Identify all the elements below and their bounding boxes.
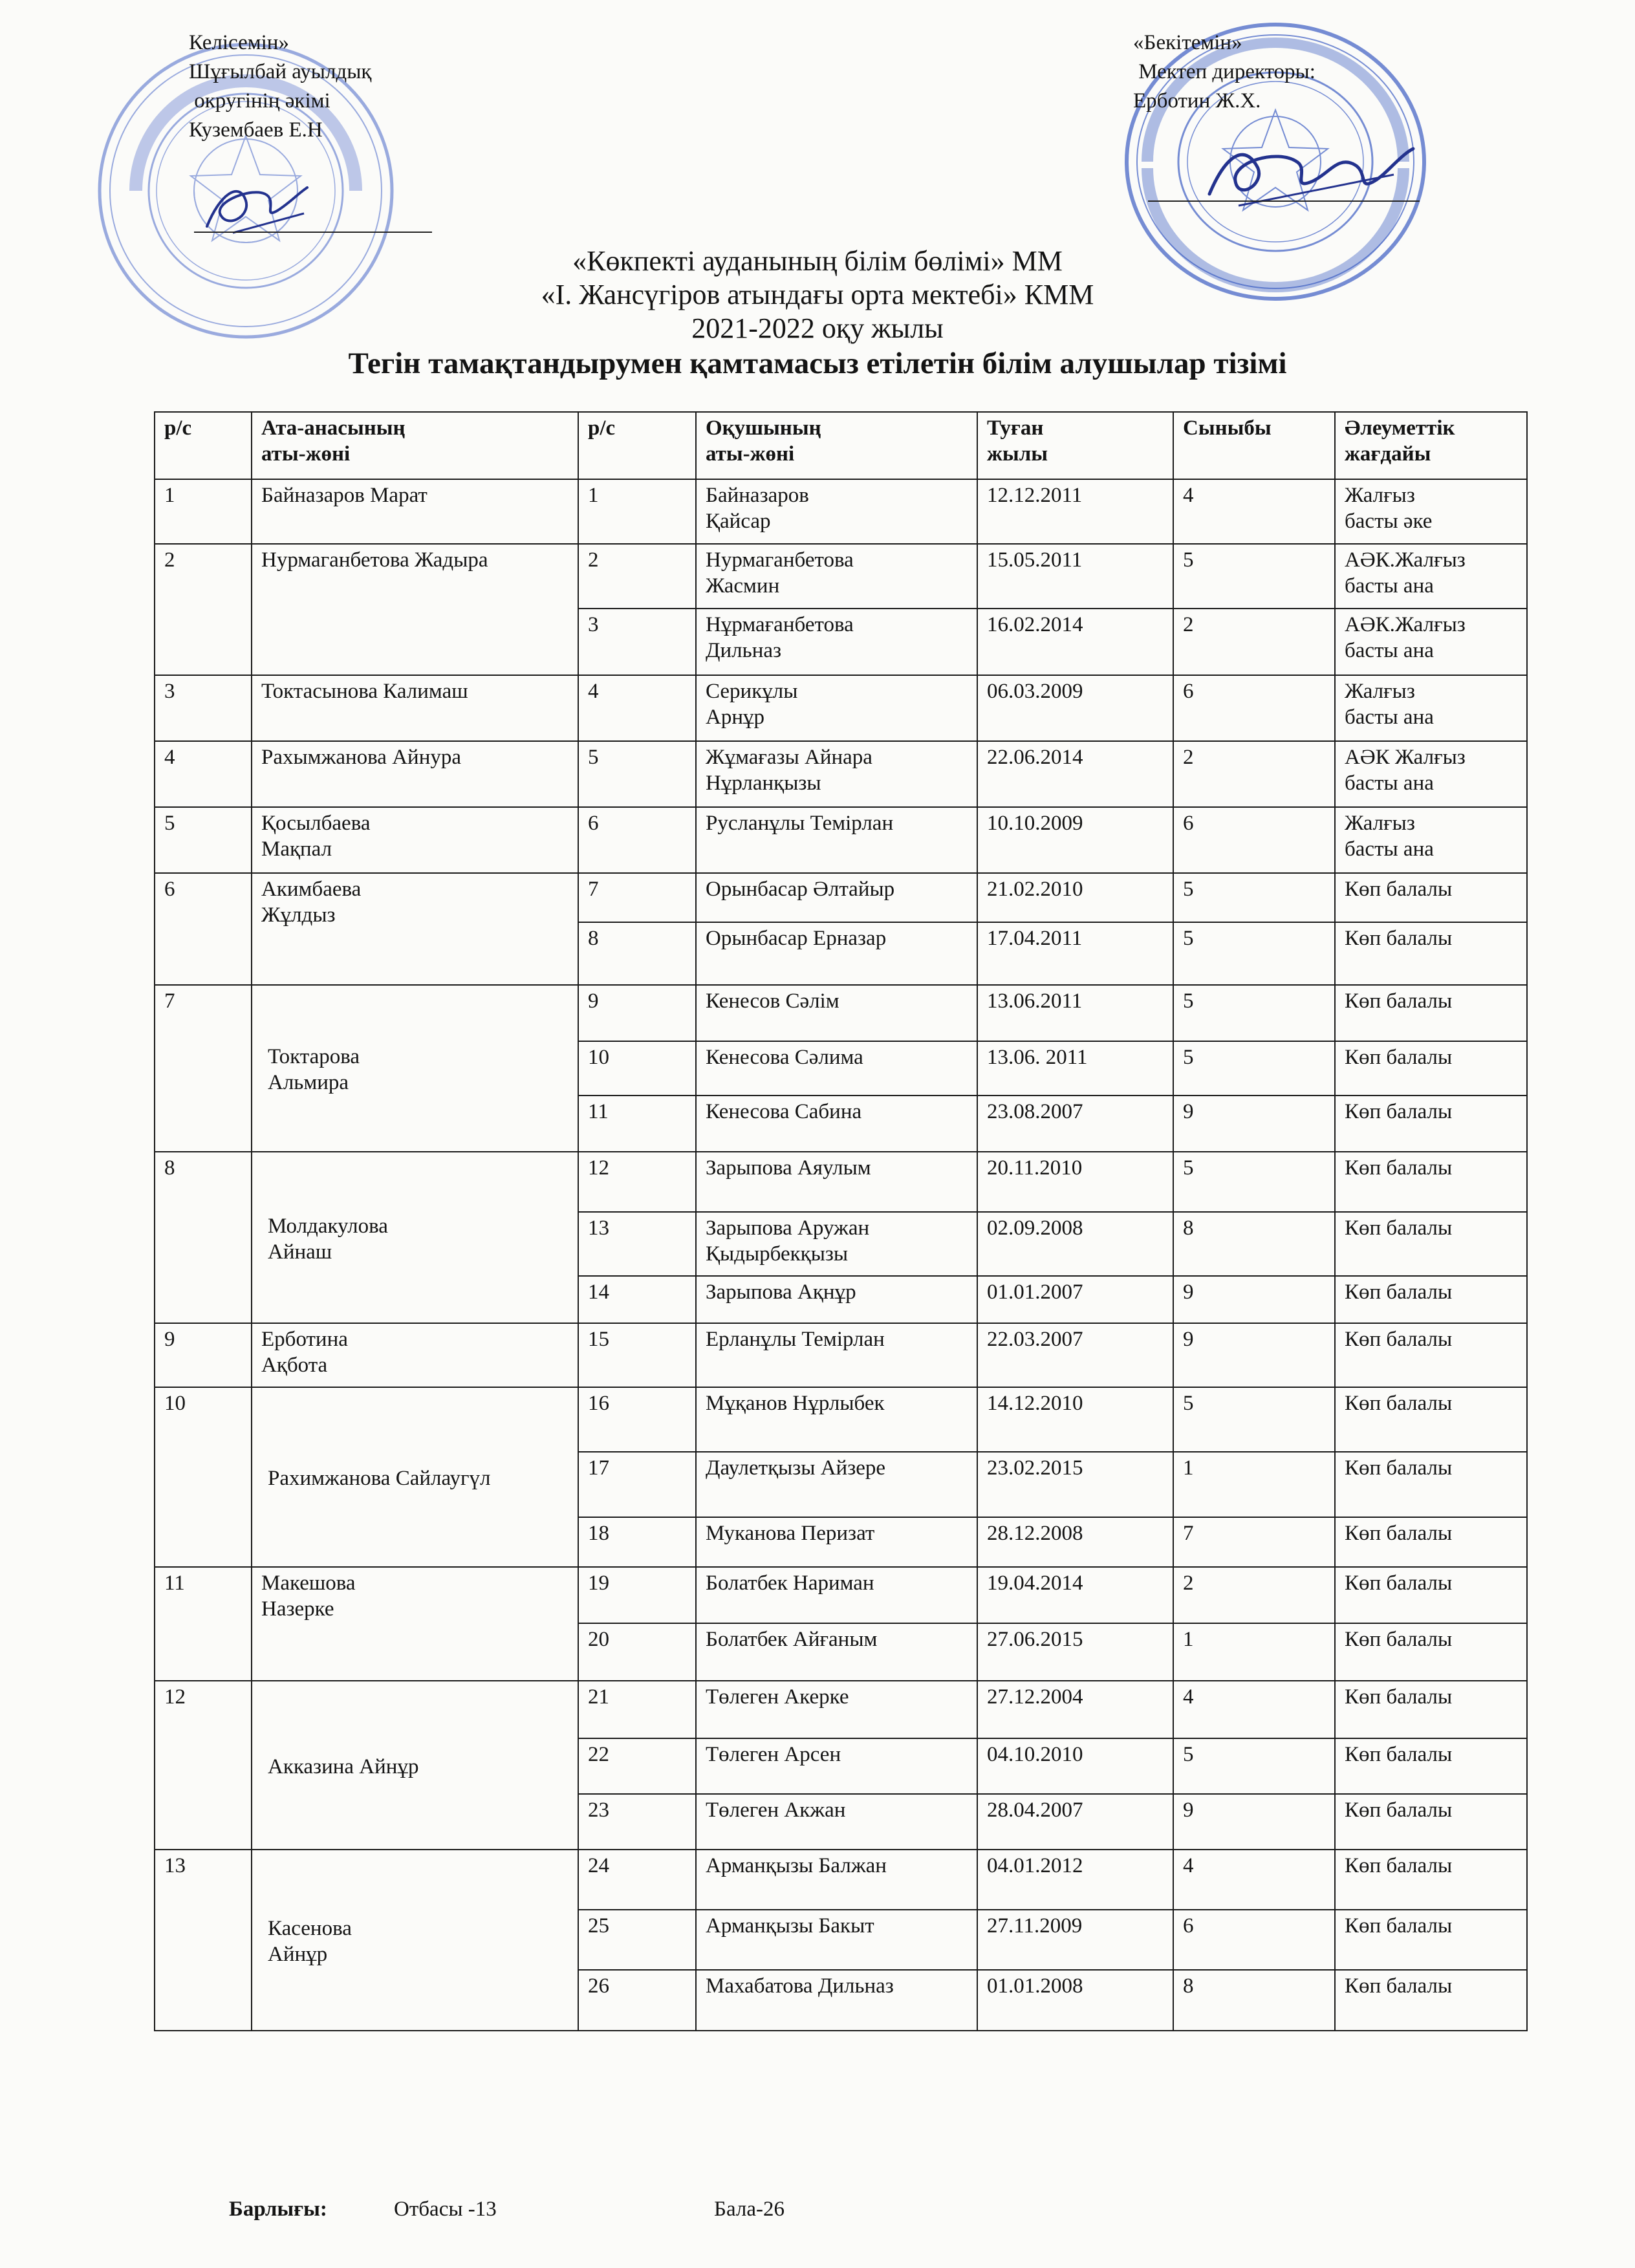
table-row: [155, 479, 1527, 544]
student-name-cell: Арманқызы Балжан: [696, 1850, 977, 1910]
grade-cell: 5: [1173, 1152, 1335, 1212]
social-status-cell: АӘК.Жалғыз басты ана: [1335, 609, 1527, 675]
student-number-cell: 4: [578, 675, 696, 741]
table-row: [155, 1323, 1527, 1387]
grade-cell: 4: [1173, 479, 1335, 544]
students-table: [154, 411, 1528, 2031]
grade-cell: 1: [1173, 1623, 1335, 1681]
grade-cell: 9: [1173, 1096, 1335, 1152]
grade-cell: 7: [1173, 1517, 1335, 1567]
parent-name-cell: Молдакулова Айнаш: [252, 1152, 578, 1323]
student-number-cell: 8: [578, 922, 696, 985]
grade-cell: 9: [1173, 1794, 1335, 1850]
parent-name-cell: Акимбаева Жұлдыз: [252, 873, 578, 985]
totals-label: Барлығы:: [229, 2198, 327, 2221]
student-name-cell: Кенесов Сәлім: [696, 985, 977, 1041]
student-name-cell: Орынбасар Әлтайыр: [696, 873, 977, 922]
birth-date-cell: 14.12.2010: [977, 1387, 1173, 1452]
social-status-cell: Көп балалы: [1335, 1794, 1527, 1850]
family-number-cell: 5: [155, 807, 252, 873]
grade-cell: 9: [1173, 1323, 1335, 1387]
student-number-cell: 2: [578, 544, 696, 609]
table-row: [155, 985, 1527, 1041]
approval-akim-line-3: округінің әкімі: [189, 89, 330, 113]
student-number-cell: 21: [578, 1681, 696, 1738]
birth-date-cell: 23.02.2015: [977, 1452, 1173, 1517]
grade-cell: 4: [1173, 1850, 1335, 1910]
student-name-cell: Русланұлы Темірлан: [696, 807, 977, 873]
social-status-cell: Көп балалы: [1335, 1681, 1527, 1738]
parent-name-cell: Нурмаганбетова Жадыра: [252, 544, 578, 675]
header-birth-date: Туған жылы: [977, 412, 1173, 479]
signature-line-left: [194, 232, 432, 233]
social-status-cell: Көп балалы: [1335, 1096, 1527, 1152]
student-number-cell: 26: [578, 1970, 696, 2031]
birth-date-cell: 01.01.2007: [977, 1276, 1173, 1323]
totals-families: Отбасы -13: [394, 2198, 497, 2221]
social-status-cell: Көп балалы: [1335, 1910, 1527, 1970]
social-status-cell: Көп балалы: [1335, 1738, 1527, 1794]
birth-date-cell: 19.04.2014: [977, 1567, 1173, 1623]
family-number-cell: 13: [155, 1850, 252, 2031]
student-name-cell: Болатбек Нариман: [696, 1567, 977, 1623]
student-number-cell: 12: [578, 1152, 696, 1212]
family-number-cell: 12: [155, 1681, 252, 1850]
table-row: [155, 675, 1527, 741]
parent-name-cell: Рахымжанова Айнура: [252, 741, 578, 807]
grade-cell: 5: [1173, 1738, 1335, 1794]
social-status-cell: Жалғыз басты әке: [1335, 479, 1527, 544]
social-status-cell: Көп балалы: [1335, 1041, 1527, 1096]
birth-date-cell: 27.11.2009: [977, 1910, 1173, 1970]
grade-cell: 5: [1173, 873, 1335, 922]
grade-cell: 5: [1173, 922, 1335, 985]
signature-akim: [200, 175, 310, 236]
student-name-cell: Байназаров Қайсар: [696, 479, 977, 544]
student-number-cell: 24: [578, 1850, 696, 1910]
parent-name-cell: Токтарова Альмира: [252, 985, 578, 1152]
social-status-cell: Көп балалы: [1335, 1517, 1527, 1567]
family-number-cell: 9: [155, 1323, 252, 1387]
student-name-cell: Кенесова Сәлима: [696, 1041, 977, 1096]
student-name-cell: Төлеген Арсен: [696, 1738, 977, 1794]
family-number-cell: 3: [155, 675, 252, 741]
approval-akim-line-4: Кузембаев Е.Н: [189, 118, 323, 142]
title-department: «Көкпекті ауданының білім бөлімі» ММ: [572, 245, 1063, 277]
student-number-cell: 9: [578, 985, 696, 1041]
parent-name-cell: Токтасынова Калимаш: [252, 675, 578, 741]
social-status-cell: Жалғыз басты ана: [1335, 675, 1527, 741]
student-name-cell: Болатбек Айғаным: [696, 1623, 977, 1681]
grade-cell: 9: [1173, 1276, 1335, 1323]
student-number-cell: 5: [578, 741, 696, 807]
birth-date-cell: 10.10.2009: [977, 807, 1173, 873]
social-status-cell: Көп балалы: [1335, 873, 1527, 922]
family-number-cell: 7: [155, 985, 252, 1152]
parent-name-cell: Акказина Айнұр: [252, 1681, 578, 1850]
birth-date-cell: 06.03.2009: [977, 675, 1173, 741]
signature-line-right: [1148, 200, 1420, 202]
family-number-cell: 6: [155, 873, 252, 985]
title-school: «І. Жансүгіров атындағы орта мектебі» КММ: [541, 279, 1094, 310]
student-name-cell: Кенесова Сабина: [696, 1096, 977, 1152]
header-num-family: р/с: [155, 412, 252, 479]
student-number-cell: 1: [578, 479, 696, 544]
social-status-cell: Көп балалы: [1335, 1387, 1527, 1452]
student-name-cell: Төлеген Акжан: [696, 1794, 977, 1850]
birth-date-cell: 28.12.2008: [977, 1517, 1173, 1567]
birth-date-cell: 15.05.2011: [977, 544, 1173, 609]
student-number-cell: 23: [578, 1794, 696, 1850]
parent-name-cell: Касенова Айнұр: [252, 1850, 578, 2031]
student-name-cell: Арманқызы Бакыт: [696, 1910, 977, 1970]
student-number-cell: 11: [578, 1096, 696, 1152]
approval-akim-line-1: Келісемін»: [189, 31, 289, 54]
family-number-cell: 10: [155, 1387, 252, 1567]
social-status-cell: АӘК.Жалғыз басты ана: [1335, 544, 1527, 609]
title-year: 2021-2022 оқу жылы: [691, 312, 944, 344]
student-number-cell: 14: [578, 1276, 696, 1323]
birth-date-cell: 16.02.2014: [977, 609, 1173, 675]
table-row: [155, 1681, 1527, 1738]
table-row: [155, 1387, 1527, 1452]
header-num-student: р/с: [578, 412, 696, 479]
title-list: Тегін тамақтандырумен қамтамасыз етілетін білім алушылар тізімі: [348, 347, 1287, 380]
student-number-cell: 25: [578, 1910, 696, 1970]
parent-name-cell: Макешова Назерке: [252, 1567, 578, 1681]
parent-name-cell: Қосылбаева Мақпал: [252, 807, 578, 873]
birth-date-cell: 27.12.2004: [977, 1681, 1173, 1738]
student-name-cell: Ерланұлы Темірлан: [696, 1323, 977, 1387]
student-number-cell: 7: [578, 873, 696, 922]
birth-date-cell: 01.01.2008: [977, 1970, 1173, 2031]
student-name-cell: Серикұлы Арнұр: [696, 675, 977, 741]
social-status-cell: Көп балалы: [1335, 1276, 1527, 1323]
header-grade: Сыныбы: [1173, 412, 1335, 479]
parent-name-cell: Ерботина Ақбота: [252, 1323, 578, 1387]
student-number-cell: 17: [578, 1452, 696, 1517]
table-row: [155, 873, 1527, 922]
table-row: [155, 807, 1527, 873]
student-name-cell: Төлеген Акерке: [696, 1681, 977, 1738]
social-status-cell: Көп балалы: [1335, 1567, 1527, 1623]
student-name-cell: Даулетқызы Айзере: [696, 1452, 977, 1517]
header-parent-name: Ата-анасының аты-жөні: [252, 412, 578, 479]
grade-cell: 2: [1173, 741, 1335, 807]
grade-cell: 5: [1173, 985, 1335, 1041]
parent-name-cell: Байназаров Марат: [252, 479, 578, 544]
approval-block-akim: [189, 28, 371, 145]
grade-cell: 8: [1173, 1212, 1335, 1276]
birth-date-cell: 02.09.2008: [977, 1212, 1173, 1276]
student-name-cell: Нурмаганбетова Жасмин: [696, 544, 977, 609]
totals-children: Бала-26: [714, 2198, 785, 2221]
student-number-cell: 13: [578, 1212, 696, 1276]
social-status-cell: Көп балалы: [1335, 1970, 1527, 2031]
grade-cell: 5: [1173, 1387, 1335, 1452]
student-name-cell: Зарыпова Аяулым: [696, 1152, 977, 1212]
birth-date-cell: 12.12.2011: [977, 479, 1173, 544]
student-number-cell: 18: [578, 1517, 696, 1567]
grade-cell: 5: [1173, 1041, 1335, 1096]
student-number-cell: 15: [578, 1323, 696, 1387]
student-name-cell: Нұрмағанбетова Дильназ: [696, 609, 977, 675]
family-number-cell: 4: [155, 741, 252, 807]
approval-director-line-1: «Бекітемін»: [1133, 31, 1242, 54]
grade-cell: 6: [1173, 807, 1335, 873]
birth-date-cell: 21.02.2010: [977, 873, 1173, 922]
approval-director-line-3: Ерботин Ж.Х.: [1133, 89, 1261, 113]
table-row: [155, 1152, 1527, 1212]
social-status-cell: Көп балалы: [1335, 1623, 1527, 1681]
approval-director-line-2: Мектеп директоры:: [1133, 60, 1316, 83]
social-status-cell: Көп балалы: [1335, 1323, 1527, 1387]
grade-cell: 8: [1173, 1970, 1335, 2031]
student-name-cell: Орынбасар Ерназар: [696, 922, 977, 985]
birth-date-cell: 20.11.2010: [977, 1152, 1173, 1212]
social-status-cell: Көп балалы: [1335, 1850, 1527, 1910]
social-status-cell: Көп балалы: [1335, 1152, 1527, 1212]
birth-date-cell: 22.06.2014: [977, 741, 1173, 807]
document-titles: [0, 244, 1635, 382]
student-number-cell: 10: [578, 1041, 696, 1096]
table-row: [155, 544, 1527, 609]
table-row: [155, 741, 1527, 807]
student-name-cell: Махабатова Дильназ: [696, 1970, 977, 2031]
table-row: [155, 1567, 1527, 1623]
student-number-cell: 3: [578, 609, 696, 675]
birth-date-cell: 28.04.2007: [977, 1794, 1173, 1850]
student-name-cell: Жұмағазы Айнара Нұрланқызы: [696, 741, 977, 807]
student-name-cell: Зарыпова Аружан Қыдырбекқызы: [696, 1212, 977, 1276]
birth-date-cell: 13.06.2011: [977, 985, 1173, 1041]
social-status-cell: Көп балалы: [1335, 1212, 1527, 1276]
grade-cell: 6: [1173, 675, 1335, 741]
grade-cell: 4: [1173, 1681, 1335, 1738]
birth-date-cell: 04.10.2010: [977, 1738, 1173, 1794]
social-status-cell: Көп балалы: [1335, 985, 1527, 1041]
approval-akim-line-2: Шұғылбай ауылдық: [189, 60, 372, 83]
birth-date-cell: 13.06. 2011: [977, 1041, 1173, 1096]
student-name-cell: Зарыпова Ақнұр: [696, 1276, 977, 1323]
parent-name-cell: Рахимжанова Сайлаугүл: [252, 1387, 578, 1567]
student-number-cell: 6: [578, 807, 696, 873]
grade-cell: 2: [1173, 609, 1335, 675]
family-number-cell: 8: [155, 1152, 252, 1323]
social-status-cell: Көп балалы: [1335, 922, 1527, 985]
student-name-cell: Муканова Перизат: [696, 1517, 977, 1567]
student-number-cell: 19: [578, 1567, 696, 1623]
student-name-cell: Мұқанов Нұрлыбек: [696, 1387, 977, 1452]
student-number-cell: 22: [578, 1738, 696, 1794]
family-number-cell: 11: [155, 1567, 252, 1681]
table-header-row: [155, 412, 1527, 479]
social-status-cell: Көп балалы: [1335, 1452, 1527, 1517]
header-student-name: Оқушының аты-жөні: [696, 412, 977, 479]
birth-date-cell: 04.01.2012: [977, 1850, 1173, 1910]
social-status-cell: Жалғыз басты ана: [1335, 807, 1527, 873]
social-status-cell: АӘК Жалғыз басты ана: [1335, 741, 1527, 807]
grade-cell: 1: [1173, 1452, 1335, 1517]
family-number-cell: 2: [155, 544, 252, 675]
table-row: [155, 1850, 1527, 1910]
approval-block-director: [1133, 28, 1316, 116]
grade-cell: 2: [1173, 1567, 1335, 1623]
birth-date-cell: 23.08.2007: [977, 1096, 1173, 1152]
birth-date-cell: 17.04.2011: [977, 922, 1173, 985]
family-number-cell: 1: [155, 479, 252, 544]
student-number-cell: 20: [578, 1623, 696, 1681]
header-social-status: Әлеуметтік жағдайы: [1335, 412, 1527, 479]
student-number-cell: 16: [578, 1387, 696, 1452]
grade-cell: 5: [1173, 544, 1335, 609]
birth-date-cell: 22.03.2007: [977, 1323, 1173, 1387]
birth-date-cell: 27.06.2015: [977, 1623, 1173, 1681]
grade-cell: 6: [1173, 1910, 1335, 1970]
